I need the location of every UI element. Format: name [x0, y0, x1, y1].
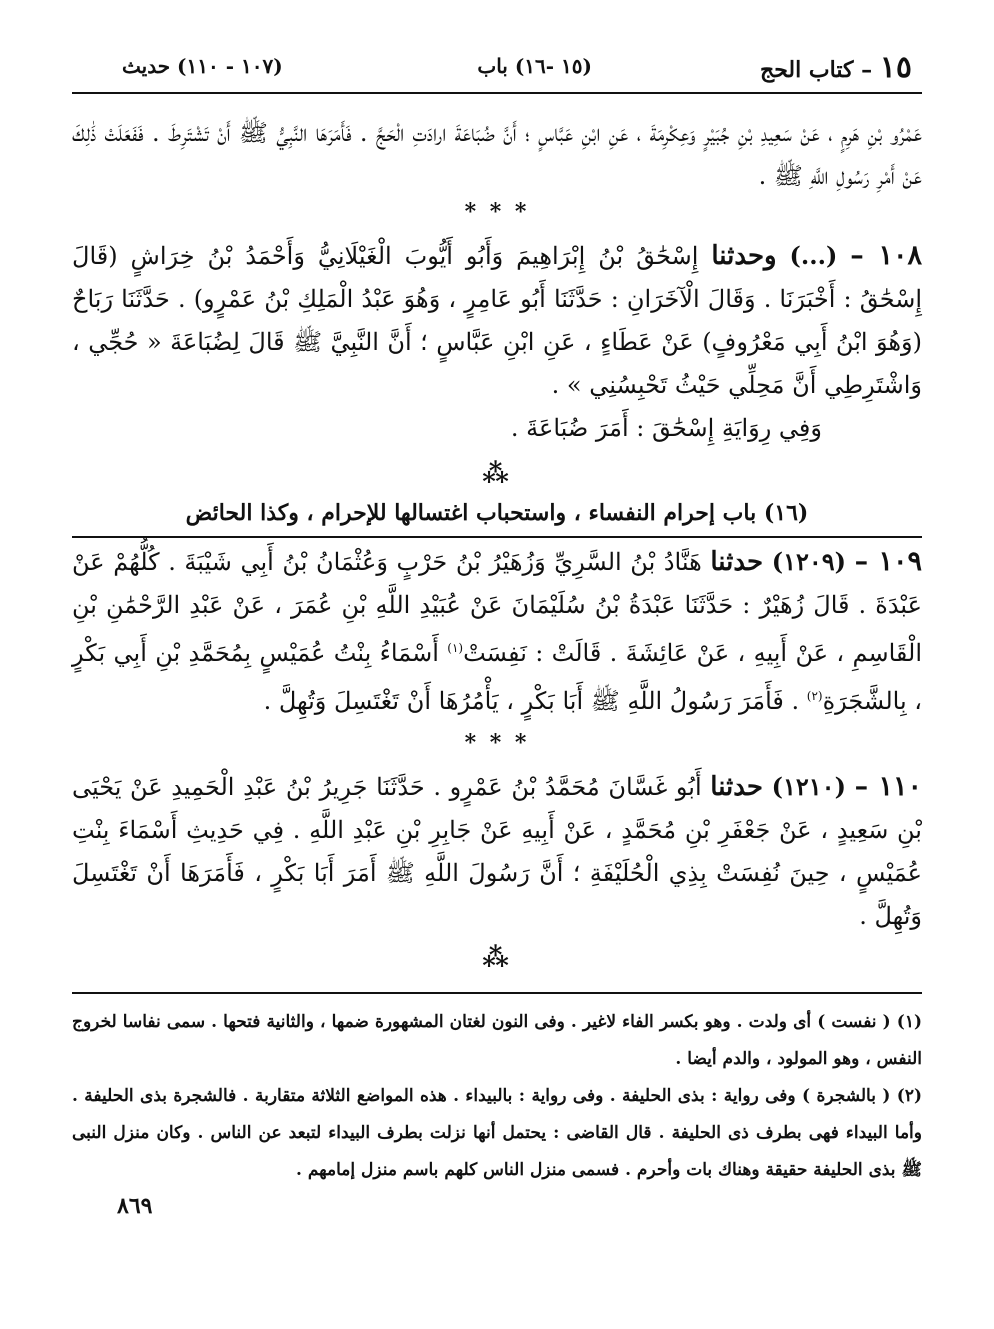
hadith-number: ١٠٩ – — [854, 546, 922, 577]
chapter-heading: (١٦) باب إحرام النفساء ، واستحباب اغتسالها للإحرام ، وكذا الحائض — [72, 496, 922, 538]
book-page — [72, 40, 922, 1219]
hadith-number: ١١٠ – — [854, 771, 922, 802]
header-hadith-range: (١٠٧ - ١١٠) حديث — [122, 54, 283, 78]
separator-stars: * * * — [464, 199, 530, 225]
hadith-text-part-a: هَنَّادُ بْنُ السَّرِيِّ وَزُهَيْرُ بْنُ حَرْبٍ وَعُثْمَانُ بْنُ أَبِي شَيْبَةَ . كُلُّهُمْ عَنْ عَبْدَةَ . قَالَ زُهَيْرٌ : حَدَّثَنَا عَبْدَةُ بْنُ سُلَيْمَانَ عَنْ عُبَيْدِ اللَّهِ بْنِ عُمَرَ ، عَنْ عَبْدِ الرَّحْمَٰنِ بْنِ الْقَاسِمِ ، عَنْ أَبِيهِ ، عَنْ عَائِشَةَ . قَالَتْ : نَفِسَتْ — [72, 548, 923, 667]
haddathana-word: حدثنا — [710, 547, 764, 577]
footnote-2-text: (٢) ( بالشجرة ) وفى رواية : بذى الحليفة . وفى رواية : بالبيداء . هذه المواضع الثلاثة متقاربة . فالشجرة بذى الحليفة . وأما البيداء فهى بطرف ذى الحليفة . قال القاضى : يحتمل أنها نزلت بطرف البيداء لتبعد عن الناس . وكان منزل النبى ﷺ بذى الحليفة حقيقة وهناك بات وأحرم . فسمى منزل الناس كلهم باسم منزل إمامهم . — [72, 1086, 922, 1180]
hadith-108 — [72, 234, 922, 407]
footnote-ref-1[interactable]: (١) — [447, 641, 464, 655]
haddathana-word: وحدثنا — [711, 241, 777, 271]
hadith-108-variant-note: وَفِي رِوَايَةِ إِسْحَٰقَ : أَمَرَ ضُبَاعَةَ . — [510, 414, 822, 442]
separator-asterism: ⁂ — [482, 459, 512, 489]
hadith-text: أَبُو غَسَّانَ مُحَمَّدُ بْنُ عَمْرٍو . حَدَّثَنَا جَرِيرُ بْنُ عَبْدِ الْحَمِيدِ عَنْ يَحْيَى بْنِ سَعِيدٍ ، عَنْ جَعْفَرِ بْنِ مُحَمَّدٍ ، عَنْ أَبِيهِ عَنْ جَابِرِ بْنِ عَبْدِ اللَّهِ . فِي حَدِيثِ أَسْمَاءَ بِنْتِ عُمَيْسٍ ، حِينَ نُفِسَتْ بِذِي الْحُلَيْفَةِ ؛ أَنَّ رَسُولَ اللَّهِ ﷺ أَمَرَ أَبَا بَكْرٍ ، فَأَمَرَهَا أَنْ تَغْتَسِلَ وَتُهِلَّ . — [72, 773, 922, 930]
hadith-number: ١٠٨ – — [850, 240, 922, 271]
footnote-2 — [72, 1078, 922, 1189]
separator-stars: * * * — [464, 730, 530, 756]
hadith-110 — [72, 765, 922, 938]
hadith-text: إِسْحَٰقُ بْنُ إِبْرَاهِيمَ وَأَبُو أَيُّوبَ الْغَيْلَانِيُّ وَأَحْمَدُ بْنُ خِرَاشٍ (قَالَ إِسْحَٰقُ : أَخْبَرَنَا . وَقَالَ الْآخَرَانِ : حَدَّثَنَا أَبُو عَامِرٍ ، وَهُوَ عَبْدُ الْمَلِكِ بْنُ عَمْرٍو) . حَدَّثَنَا رَبَاحٌ (وَهُوَ ابْنُ أَبِي مَعْرُوفٍ) عَنْ عَطَاءٍ ، عَنِ ابْنِ عَبَّاسٍ ؛ أَنَّ النَّبِيَّ ﷺ قَالَ لِضُبَاعَةَ « حُجِّي ، وَاشْتَرِطِي أَنَّ مَحِلِّي حَيْثُ تَحْبِسُنِي » . — [72, 242, 923, 399]
hadith-id: (١٢١٠) — [771, 772, 846, 801]
footnote-ref-2[interactable]: (٢) — [806, 689, 823, 703]
footnote-1-text: (١) ( نفست ) أى ولدت . وهو بكسر الفاء لاغير . وفى النون لغتان المشهورة ضمها ، والثانية فتحها . سمى نفاسا لخروج النفس ، وهو المولود ، والدم أيضا . — [72, 1012, 922, 1069]
separator-asterism: ⁂ — [482, 943, 512, 973]
header-book-name: – كتاب الحج — [760, 57, 873, 83]
header-book-title — [760, 50, 912, 85]
haddathana-word: حدثنا — [710, 772, 763, 802]
header-chapter-range: (١٥ -١٦) باب — [477, 54, 592, 78]
page-number: ٨٦٩ — [117, 1193, 153, 1219]
hadith-109 — [72, 540, 922, 723]
running-header — [72, 40, 922, 94]
hadith-text-part-c: . فَأَمَرَ رَسُولُ اللَّهِ ﷺ أَبَا بَكْرٍ ، يَأْمُرُهَا أَنْ تَغْتَسِلَ وَتُهِلَّ . — [263, 687, 800, 715]
main-text — [72, 112, 923, 973]
hadith-id: (...) — [789, 241, 838, 270]
continued-hadith-text — [72, 112, 922, 198]
footnote-1 — [72, 1004, 922, 1078]
hadith-text-part-b: أَسْمَاءُ بِنْتُ عُمَيْسٍ بِمُحَمَّدِ بْنِ أَبِي بَكْرٍ ، بِالشَّجَرَةِ — [72, 639, 922, 715]
continued-line-1: عَمْرُو بْنِ هَرِمٍ ، عَنْ سَعِيدِ بْنِ جُبَيْرٍ وَعِكْرِمَةَ ، عَنِ ابْنِ عَبَّاسٍ ؛ أَنَّ ضُبَاعَةَ ارادَتِ الْحَجَّ . فَأَمَرَهَا — [315, 119, 923, 147]
footnotes-section — [72, 992, 922, 1189]
header-page-section-number: ١٥ — [879, 50, 912, 85]
hadith-id: (١٢٠٩) — [771, 547, 846, 576]
continued-line-2: النَّبِيُّ ﷺ أَنْ تَشْتَرِطَ . فَفَعَلَتْ ذَٰلِكَ عَنْ أَمْرِ رَسُولِ اللَّهِ ﷺ . — [72, 119, 922, 190]
